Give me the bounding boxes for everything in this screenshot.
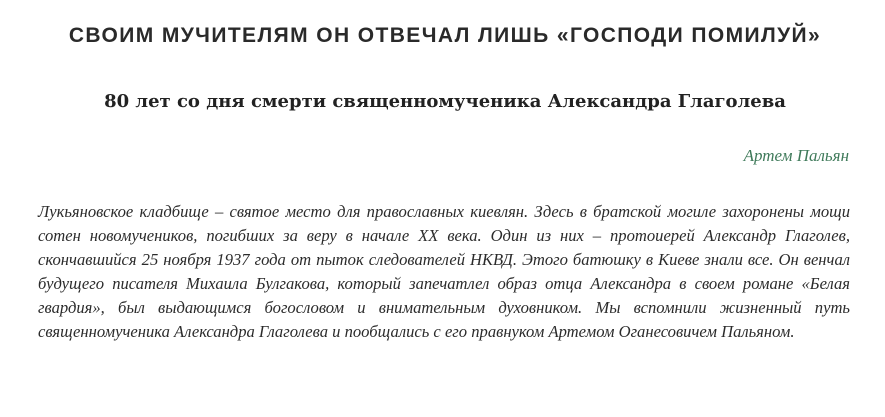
article-subtitle: 80 лет со дня смерти священномученика Александра Глаголева	[104, 91, 786, 112]
article-lead: Лукьяновское кладбище – святое место для православных киевлян. Здесь в братской могиле захоронены мощи сотен новомучеников, погибших за веру в начале XX века. Один из них – протоиерей Александр Глаголев, скончавшийся 25 ноября 1937 года от пыток следователей НКВД. Этого батюшку в Киеве знали все. Он венчал будущего писателя Михаила Булгакова, который запечатлел образ отца Александра в своем романе «Белая гвардия», был выдающимся богословом и внимательным духовником. Мы вспомнили жизненный путь священномученика Александра Глаголева и пообщались с его правнуком Артемом Оганесовичем Пальяном.	[38, 202, 850, 341]
article-author[interactable]: Артем Пальян	[743, 146, 849, 165]
article-title: СВОИМ МУЧИТЕЛЯМ ОН ОТВЕЧАЛ ЛИШЬ «ГОСПОДИ ПОМИЛУЙ»	[68, 24, 822, 47]
